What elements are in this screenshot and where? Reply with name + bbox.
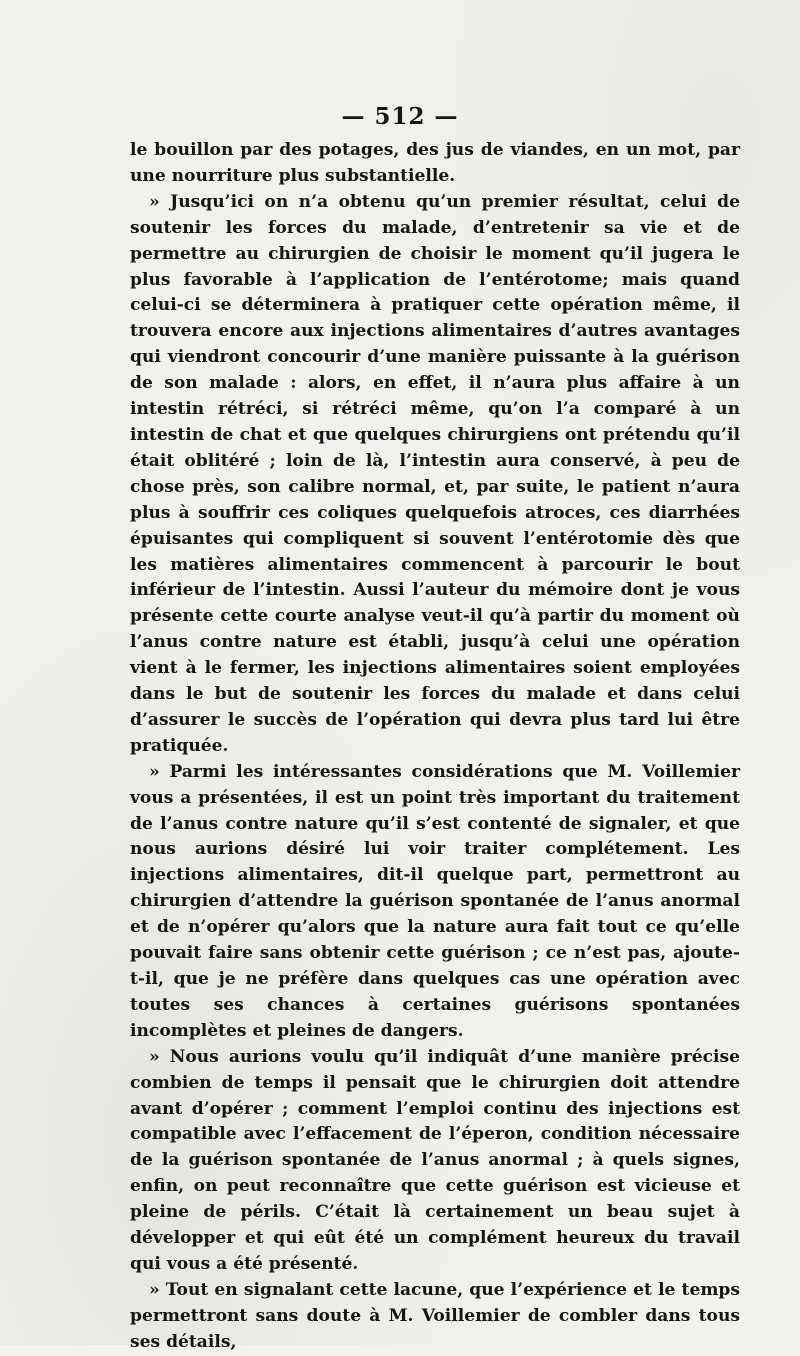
paragraph-5: » Tout en signalant cette lacune, que l’expérience et le temps permettront sans doute à M. Voillemier de combler dans tous ses détails, [130,1279,740,1352]
paragraph-2: » Jusqu’ici on n’a obtenu qu’un premier résultat, celui de soutenir les forces du malade, d’entretenir sa vie et de permettre au chirurgien de choisir le moment qu’il jugera le plus favorable à l’application de l’entérotome; mais quand celui-ci se déterminera à pratiquer cette opération même, il trouvera encore aux injections alimentaires d’autres avantages qui viendront concourir d’une manière puissante à la guérison de son malade : alors, en effet, il n’aura plus affaire à un intestin rétréci, si rétréci même, qu’on l’a comparé à un intestin de chat et que quelques chirurgiens ont prétendu qu’il était oblitéré ; loin de là, l’intestin aura conservé, à peu de chose près, son calibre normal, et, par suite, le patient n’aura plus à souffrir ces coliques quelquefois atroces, ces diarrhées épuisantes qui compliquent si souvent l’entérotomie dès que les matières alimentaires commencent à parcourir le bout inférieur de l’intestin. Aussi l’auteur du mémoire dont je vous présente cette courte analyse veut-il qu’à partir du moment où l’anus contre nature est établi, jusqu’à celui une opération vient à le fermer, les injections alimentaires soient employées dans le but de soutenir les forces du malade et dans celui d’assurer le succès de l’opération qui devra plus tard lui être pratiquée. [130,191,740,756]
paragraph-4: » Nous aurions voulu qu’il indiquât d’une manière précise combien de temps il pensait que le chirurgien doit attendre avant d’opérer ; comment l’emploi continu des injections est compatible avec l’effacement de l’éperon, condition nécessaire de la guérison spontanée de l’anus anormal ; à quels signes, enfin, on peut reconnaître que cette guérison est vicieuse et pleine de périls. C’était là certainement un beau sujet à développer et qui eût été un complément heureux du travail qui vous a été présenté. [130,1046,740,1274]
paragraph-1: le bouillon par des potages, des jus de viandes, en un mot, par une nourriture plus substantielle. [130,140,740,186]
page-number: — 512 — [341,103,459,130]
paragraph-3: » Parmi les intéressantes considérations que M. Voillemier vous a présentées, il est un point très important du traitement de l’anus contre nature qu’il s’est contenté de signaler, et que nous aurions désiré lui voir traiter complétement. Les injections alimentaires, dit-il quelque part, permettront au chirurgien d’attendre la guérison spontanée de l’anus anormal et de n’opérer qu’alors que la nature aura fait tout ce qu’elle pouvait faire sans obtenir cette guérison ; ce n’est pas, ajoute-t-il, que je ne préfère dans quelques cas une opération avec toutes ses chances à certaines guérisons spontanées incomplètes et pleines de dangers. [130,761,740,1041]
body-text [130,138,740,1356]
